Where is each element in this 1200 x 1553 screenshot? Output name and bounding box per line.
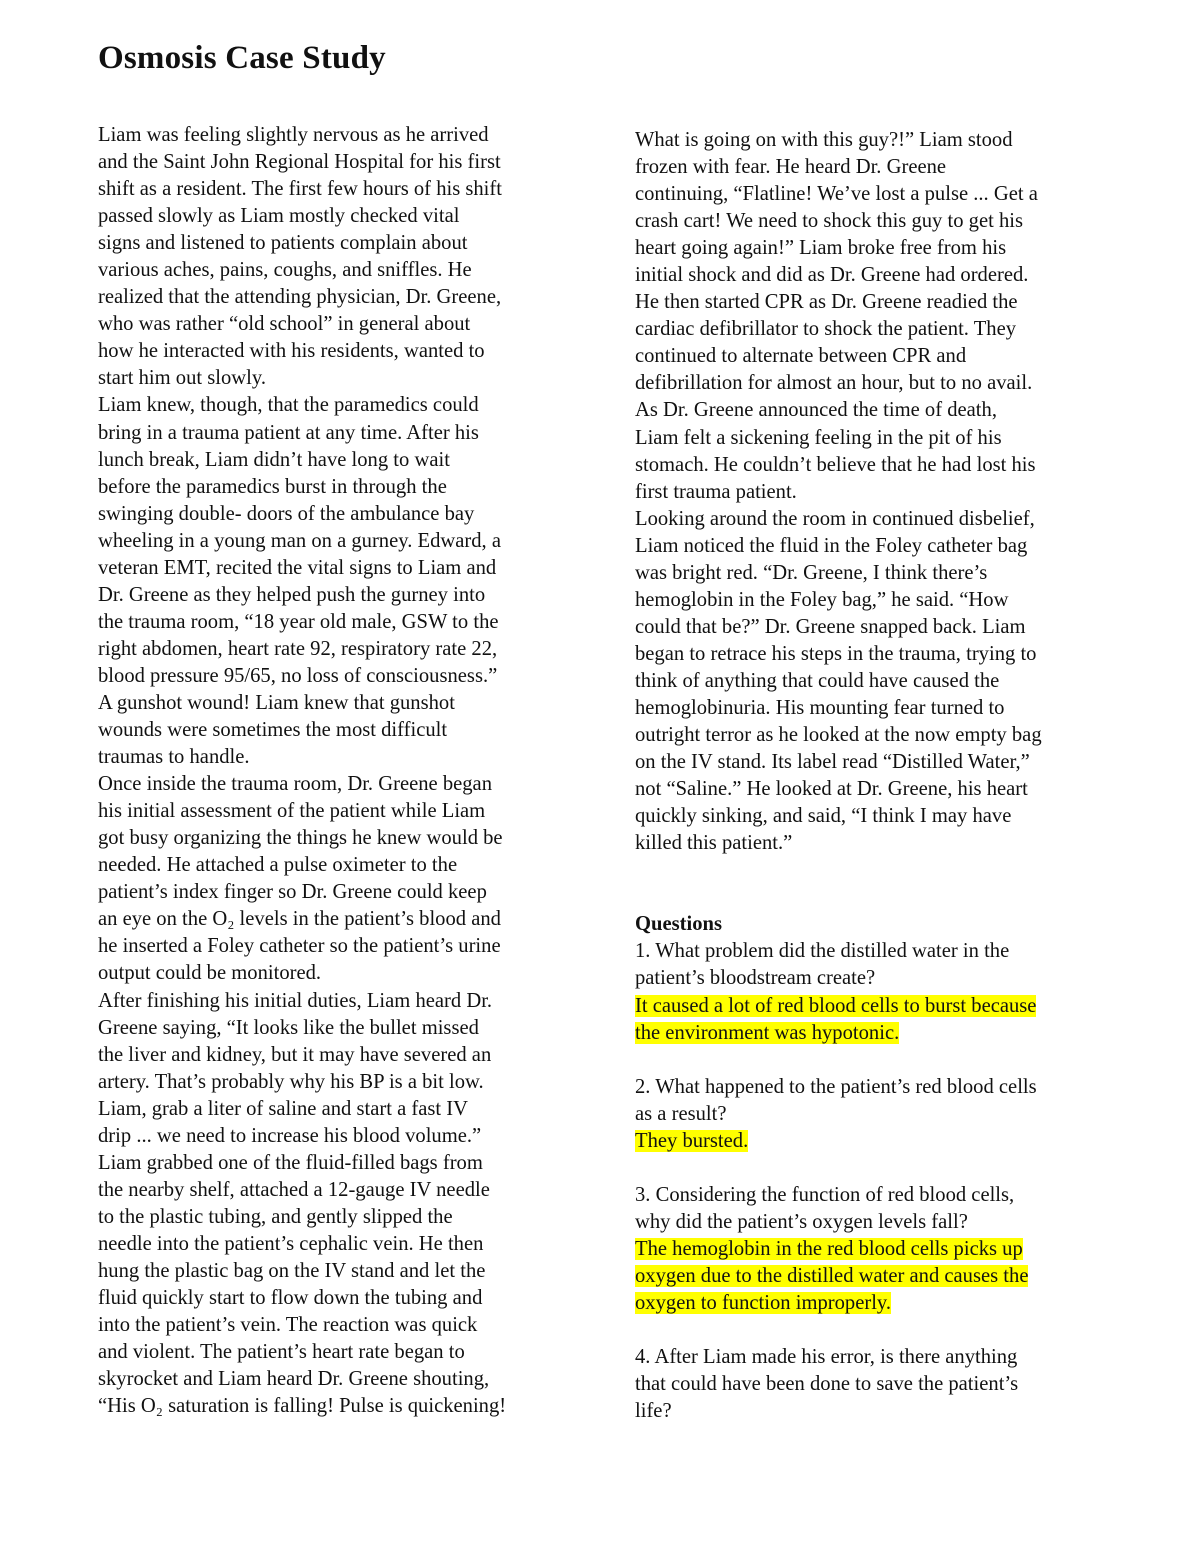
body-text-line: Liam noticed the fluid in the Foley catheter bag: [635, 534, 1028, 557]
body-text-line: various aches, pains, coughs, and sniffles. He: [98, 259, 472, 282]
question-line: why did the patient’s oxygen levels fall?: [635, 1210, 968, 1233]
body-text-line: swinging double- doors of the ambulance bay: [98, 502, 475, 525]
body-text-line: After finishing his initial duties, Liam heard Dr.: [98, 989, 493, 1012]
body-text-line: to the plastic tubing, and gently slipped the: [98, 1205, 453, 1228]
question-line: 3. Considering the function of red blood cells,: [635, 1183, 1015, 1206]
body-text-line: Once inside the trauma room, Dr. Greene began: [98, 773, 492, 796]
body-text-line: into the patient’s vein. The reaction was quick: [98, 1314, 478, 1337]
question-line: patient’s bloodstream create?: [635, 967, 876, 990]
body-text-line: an eye on the O₂ levels in the patient’s blood and: [98, 908, 501, 931]
body-text-line: his initial assessment of the patient while Liam: [98, 800, 486, 823]
body-text-line: hemoglobinuria. His mounting fear turned to: [635, 696, 1005, 719]
answer-line: [635, 1128, 1115, 1155]
body-text-line: As Dr. Greene announced the time of death,: [635, 399, 997, 422]
answer-line: [635, 993, 1115, 1020]
body-text-line: bring in a trauma patient at any time. After his: [98, 421, 479, 444]
body-text-line: hung the plastic bag on the IV stand and let the: [98, 1259, 486, 1282]
body-text-line: the liver and kidney, but it may have severed an: [98, 1043, 492, 1066]
right-column: [635, 127, 1115, 1425]
answer-highlight: oxygen to function improperly.: [635, 1292, 892, 1315]
body-text-line: Looking around the room in continued disbelief,: [635, 507, 1035, 530]
body-text-line: stomach. He couldn’t believe that he had lost his: [635, 453, 1036, 476]
questions-heading: Questions: [635, 913, 722, 936]
body-text-line: fluid quickly start to flow down the tubing and: [98, 1287, 483, 1310]
body-text-line: passed slowly as Liam mostly checked vital: [98, 205, 460, 228]
body-text-line: wheeling in a young man on a gurney. Edward, a: [98, 529, 501, 552]
body-text-line: on the IV stand. Its label read “Distilled Water,”: [635, 751, 1030, 774]
left-column: [98, 122, 578, 1420]
body-text-line: was bright red. “Dr. Greene, I think there’s: [635, 561, 988, 584]
body-text-line: he inserted a Foley catheter so the patient’s urine: [98, 935, 501, 958]
body-text-line: needed. He attached a pulse oximeter to the: [98, 854, 458, 877]
body-text-line: think of anything that could have caused the: [635, 669, 1000, 692]
answer-highlight: It caused a lot of red blood cells to burst because: [635, 994, 1037, 1017]
body-text-line: veteran EMT, recited the vital signs to Liam and: [98, 556, 497, 579]
body-text-line: cardiac defibrillator to shock the patient. They: [635, 318, 1017, 341]
body-text-line: got busy organizing the things he knew would be: [98, 827, 503, 850]
body-text-line: Dr. Greene as they helped push the gurney into: [98, 583, 486, 606]
question-line: life?: [635, 1400, 672, 1423]
answer-highlight: They bursted.: [635, 1129, 749, 1152]
body-text-line: not “Saline.” He looked at Dr. Greene, his heart: [635, 778, 1028, 801]
body-text-line: first trauma patient.: [635, 480, 797, 503]
answer-line: [635, 1020, 1115, 1047]
body-text-line: “His O₂ saturation is falling! Pulse is quickening!: [98, 1395, 507, 1418]
body-text-line: the trauma room, “18 year old male, GSW to the: [98, 610, 499, 633]
body-text-line: right abdomen, heart rate 92, respiratory rate 22,: [98, 637, 498, 660]
spacer: [635, 857, 1115, 884]
body-text-line: shift as a resident. The first few hours of his shift: [98, 178, 502, 201]
body-text-line: Greene saying, “It looks like the bullet missed: [98, 1016, 479, 1039]
body-text-line: heart going again!” Liam broke free from his: [635, 237, 1007, 260]
answer-line: [635, 1290, 1115, 1317]
body-text-line: crash cart! We need to shock this guy to get his: [635, 210, 1024, 233]
body-text-line: drip ... we need to increase his blood volume.”: [98, 1124, 482, 1147]
spacer: [635, 1155, 1115, 1182]
answer-line: [635, 1236, 1115, 1263]
body-text-line: traumas to handle.: [98, 746, 250, 769]
body-text-line: who was rather “old school” in general about: [98, 313, 471, 336]
answer-line: [635, 1263, 1115, 1290]
body-text-line: Liam knew, though, that the paramedics could: [98, 394, 479, 417]
body-text-line: killed this patient.”: [635, 832, 793, 855]
spacer: [635, 1317, 1115, 1344]
body-text-line: outright terror as he looked at the now empty bag: [635, 724, 1042, 747]
body-text-line: the nearby shelf, attached a 12-gauge IV needle: [98, 1178, 490, 1201]
body-text-line: He then started CPR as Dr. Greene readied the: [635, 291, 1018, 314]
document-title: Osmosis Case Study: [98, 40, 386, 76]
body-text-line: skyrocket and Liam heard Dr. Greene shouting,: [98, 1368, 490, 1391]
body-text-line: Liam grabbed one of the fluid-filled bags from: [98, 1151, 483, 1174]
body-text-line: output could be monitored.: [98, 962, 322, 985]
body-text-line: before the paramedics burst in through the: [98, 475, 447, 498]
body-text-line: began to retrace his steps in the trauma, trying to: [635, 642, 1037, 665]
answer-highlight: The hemoglobin in the red blood cells picks up: [635, 1237, 1023, 1260]
body-text-line: realized that the attending physician, Dr. Greene,: [98, 286, 502, 309]
body-text-line: blood pressure 95/65, no loss of consciousness.”: [98, 664, 498, 687]
body-text-line: Liam felt a sickening feeling in the pit of his: [635, 426, 1002, 449]
body-text-line: Liam was feeling slightly nervous as he arrived: [98, 124, 489, 146]
body-text-line: What is going on with this guy?!” Liam stood: [635, 129, 1013, 151]
body-text-line: quickly sinking, and said, “I think I may have: [635, 805, 1012, 828]
body-text-line: could that be?” Dr. Greene snapped back. Liam: [635, 615, 1026, 638]
body-text-line: wounds were sometimes the most difficult: [98, 719, 448, 742]
question-line: 4. After Liam made his error, is there anything: [635, 1346, 1018, 1369]
body-text-line: Liam, grab a liter of saline and start a fast IV: [98, 1097, 468, 1120]
body-text-line: frozen with fear. He heard Dr. Greene: [635, 156, 947, 179]
body-text-line: patient’s index finger so Dr. Greene could keep: [98, 881, 487, 904]
body-text-line: initial shock and did as Dr. Greene had ordered.: [635, 264, 1029, 287]
answer-highlight: oxygen due to the distilled water and causes the: [635, 1264, 1029, 1287]
body-text-line: how he interacted with his residents, wanted to: [98, 340, 485, 363]
body-text-line: artery. That’s probably why his BP is a bit low.: [98, 1070, 484, 1093]
body-text-line: A gunshot wound! Liam knew that gunshot: [98, 691, 455, 714]
spacer: [635, 884, 1115, 911]
question-line: that could have been done to save the patient’s: [635, 1373, 1019, 1396]
body-text-line: and violent. The patient’s heart rate began to: [98, 1341, 465, 1364]
question-line: as a result?: [635, 1102, 727, 1125]
body-text-line: and the Saint John Regional Hospital for his first: [98, 151, 501, 174]
body-text-line: lunch break, Liam didn’t have long to wait: [98, 448, 450, 471]
spacer: [635, 1047, 1115, 1074]
body-text-line: signs and listened to patients complain about: [98, 232, 468, 255]
question-line: 2. What happened to the patient’s red blood cells: [635, 1075, 1037, 1098]
question-line: 1. What problem did the distilled water in the: [635, 940, 1010, 963]
body-text-line: hemoglobin in the Foley bag,” he said. “How: [635, 588, 1009, 611]
body-text-line: start him out slowly.: [98, 367, 266, 390]
body-text-line: continued to alternate between CPR and: [635, 345, 967, 368]
body-text-line: defibrillation for almost an hour, but to no avail.: [635, 372, 1033, 395]
answer-highlight: the environment was hypotonic.: [635, 1021, 900, 1044]
body-text-line: needle into the patient’s cephalic vein. He then: [98, 1232, 484, 1255]
body-text-line: continuing, “Flatline! We’ve lost a pulse ... Get a: [635, 183, 1038, 206]
